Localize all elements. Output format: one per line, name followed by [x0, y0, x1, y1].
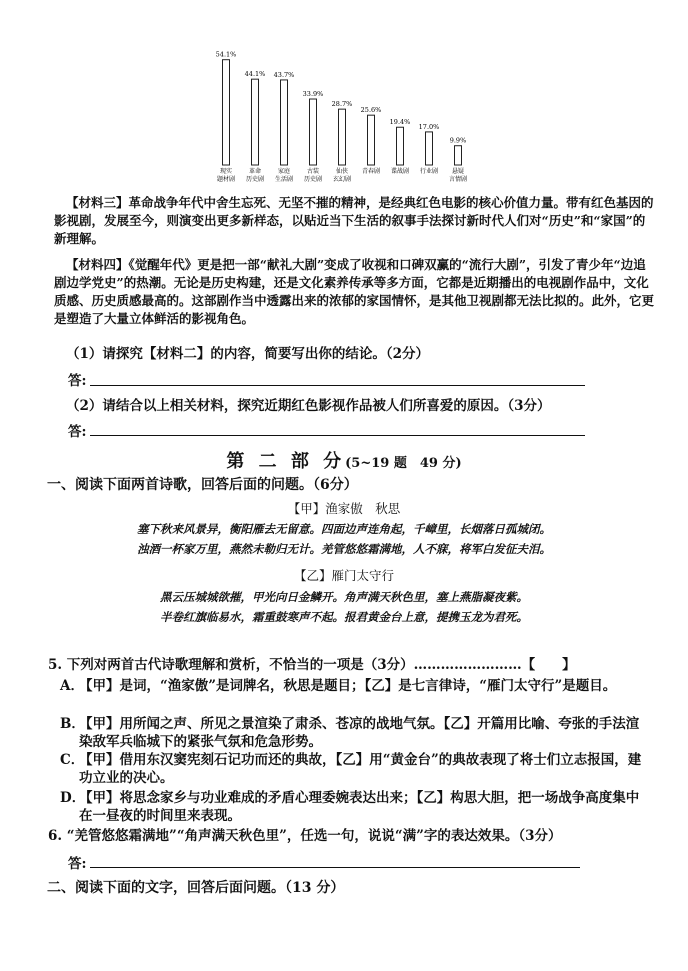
option-a-label: A．	[60, 678, 84, 694]
bar-value-label-0: 54.1%	[215, 50, 237, 59]
bar-4	[339, 109, 346, 165]
bar-value-label-2: 43.7%	[273, 70, 295, 79]
question-5: 5. 下列对两首古代诗歌理解和赏析，不恰当的一项是（3分）……………………【 】	[48, 657, 576, 673]
bar-chart	[200, 40, 490, 190]
bar-2	[281, 80, 288, 165]
part-subtitle: (5~19 题 49 分)	[345, 456, 462, 471]
poem-b-line-1: 黑云压城城欲摧，甲光向日金鳞开。角声满天秋色里，塞上燕脂凝夜紫。	[160, 590, 528, 604]
material-three: 【材料三】革命战争年代中舍生忘死、无坚不摧的精神，是经典红色电影的核心价值力量。带有红色基因的影视剧，发展至今，则演变出更多新样态，以贴近当下生活的叙事手法探讨新时代人们对“历史”和“家国”的新理解。	[54, 195, 654, 246]
bar-value-label-7: 17.0%	[418, 122, 440, 131]
category-label-0-0: 现实	[219, 168, 233, 175]
bar-3	[310, 99, 317, 165]
bar-8	[455, 146, 462, 165]
category-label-6-0: 谍战剧	[390, 168, 410, 175]
poem-b-line-2: 半卷红旗临易水，霜重鼓寒声不起。报君黄金台上意，提携玉龙为君死。	[160, 610, 528, 624]
question-2: （2）请结合以上相关材料，探究近期红色影视作品被人们所喜爱的原因。（3分）	[66, 398, 551, 414]
bar-value-label-3: 33.9%	[302, 90, 324, 99]
bar-value-label-6: 19.4%	[389, 118, 411, 127]
question-1: （1）请探究【材料二】的内容，简要写出你的结论。（2分）	[66, 346, 430, 362]
answer-label-2: 答:	[68, 424, 87, 440]
section-two-heading: 二、阅读下面的文字，回答后面问题。（13 分）	[47, 880, 345, 896]
bar-value-label-4: 28.7%	[331, 100, 353, 109]
question-6: 6. “羌管悠悠霜满地”“角声满天秋色里”，任选一句，说说“满”字的表达效果。（3分）	[48, 828, 562, 844]
option-b-text: 【甲】用所闻之声、所见之景渲染了肃杀、苍凉的战地气氛。【乙】开篇用比喻、夸张的手法渲染敌军兵临城下的紧张气氛和危急形势。	[79, 716, 640, 750]
answer-line-6[interactable]	[90, 867, 580, 868]
category-label-0-1: 题材剧	[216, 176, 236, 183]
bar-6	[397, 127, 404, 165]
poem-a-title: 【甲】渔家傲 秋思	[287, 501, 401, 516]
category-label-8-0: 悬疑	[451, 168, 465, 175]
bar-value-label-1: 44.1%	[244, 70, 266, 79]
category-label-3-1: 历史剧	[303, 176, 323, 183]
section-one-heading: 一、阅读下面两首诗歌，回答后面的问题。（6分）	[47, 477, 358, 493]
poem-a-line-2: 浊酒一杯家万里，燕然未勒归无计。羌管悠悠霜满地，人不寐，将军白发征夫泪。	[137, 542, 551, 556]
option-c-label: C．	[60, 752, 85, 768]
poem-b-title: 【乙】雁门太守行	[293, 568, 394, 583]
bar-7	[426, 132, 433, 165]
bar-5	[368, 115, 375, 165]
option-a-text: 【甲】是词，“渔家傲”是词牌名，秋思是题目；【乙】是七言律诗，“雁门太守行”是题目。	[79, 678, 617, 694]
option-b-label: B．	[60, 716, 85, 732]
bar-value-label-5: 25.6%	[360, 106, 382, 115]
category-label-4-1: 玄幻剧	[332, 176, 352, 183]
category-label-2-1: 生活剧	[274, 176, 294, 183]
answer-line-1[interactable]	[90, 385, 585, 386]
option-d-label: D．	[60, 790, 86, 806]
category-label-5-0: 青春剧	[361, 168, 381, 175]
category-label-4-0: 仙侠	[335, 168, 349, 175]
part-two-heading	[0, 447, 688, 473]
bar-0	[223, 60, 230, 165]
material-four: 【材料四】《觉醒年代》更是把一部“献礼大剧”变成了收视和口碑双赢的“流行大剧”，引发了青少年“边追剧边学党史”的热潮。无论是历史构建，还是文化素养传承等多方面，它都是近期播出的电视剧作品中，文化质感、历史质感最高的。这部剧作当中透露出来的浓郁的家国情怀，是其他卫视剧都无法比拟的。此外，它更是塑造了大量立体鲜活的影视角色。	[54, 257, 655, 326]
category-label-3-0: 古装	[306, 168, 320, 175]
option-c-text: 【甲】借用东汉窦宪刻石记功而还的典故，【乙】用“黄金台”的典故表现了将士们立志报国，建功立业的决心。	[79, 752, 642, 786]
part-title: 第 二 部 分	[226, 451, 346, 472]
poem-a-line-1: 塞下秋来风景异，衡阳雁去无留意。四面边声连角起，千嶂里，长烟落日孤城闭。	[137, 522, 551, 536]
option-d-text: 【甲】将思念家乡与功业难成的矛盾心理委婉表达出来；【乙】构思大胆，把一场战争高度集中在一昼夜的时间里来表现。	[79, 790, 640, 824]
answer-line-2[interactable]	[90, 435, 585, 436]
answer-label-6: 答:	[68, 856, 87, 872]
bar-value-label-8: 9.9%	[449, 136, 467, 145]
category-label-8-1: 言情剧	[448, 176, 468, 183]
answer-label-1: 答:	[68, 373, 87, 389]
bar-1	[252, 79, 259, 165]
category-label-2-0: 家庭	[277, 168, 291, 175]
category-label-1-0: 革命	[248, 168, 262, 175]
category-label-1-1: 历史剧	[245, 176, 265, 183]
category-label-7-0: 行业剧	[419, 168, 439, 175]
